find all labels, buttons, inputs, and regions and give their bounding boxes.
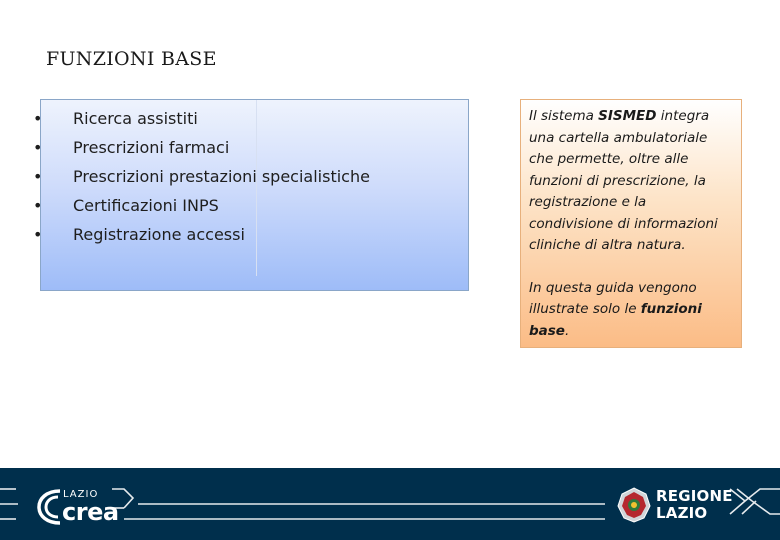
- note-text: In questa guida vengono illustrate solo le: [529, 279, 697, 317]
- list-item-label: Certificazioni INPS: [73, 196, 219, 215]
- list-item: [33, 104, 370, 133]
- note-emphasis-funzioni-base: funzioni base: [529, 301, 702, 339]
- bullet-icon: •: [33, 138, 43, 157]
- note-paragraph-1: [529, 106, 733, 257]
- note-paragraph-2: [529, 278, 733, 343]
- list-item: [33, 133, 370, 162]
- lazio-crea-logo-small-text: LAZIO: [63, 489, 99, 500]
- note-text: integra una cartella ambulatoriale che permette, oltre alle funzioni di prescrizione, la registrazione e la condivisione di informazioni cliniche di altra natura.: [529, 108, 718, 253]
- lazio-crea-logo-text: crea: [62, 498, 119, 526]
- regione-logo-line2: LAZIO: [656, 504, 708, 522]
- list-item: [33, 220, 370, 249]
- slide-title: FUNZIONI BASE: [46, 48, 217, 70]
- list-item: [33, 162, 370, 191]
- note-emphasis-sismed: SISMED: [598, 108, 657, 124]
- regione-lazio-emblem-icon: [616, 486, 652, 524]
- note-text: Il sistema: [529, 108, 599, 124]
- list-item: [33, 191, 370, 220]
- bullet-icon: •: [33, 167, 43, 186]
- bullet-icon: •: [33, 225, 43, 244]
- regione-lazio-logo-text: [656, 488, 733, 522]
- functions-list: [33, 104, 370, 249]
- bullet-icon: •: [33, 109, 43, 128]
- list-item-label: Prescrizioni farmaci: [73, 138, 230, 157]
- regione-logo-line1: REGIONE: [656, 487, 733, 505]
- list-item-label: Prescrizioni prestazioni specialistiche: [73, 167, 370, 186]
- list-item-label: Ricerca assistiti: [73, 109, 198, 128]
- bullet-icon: •: [33, 196, 43, 215]
- note-box: [520, 99, 742, 348]
- list-item-label: Registrazione accessi: [73, 225, 245, 244]
- note-text: .: [564, 322, 570, 339]
